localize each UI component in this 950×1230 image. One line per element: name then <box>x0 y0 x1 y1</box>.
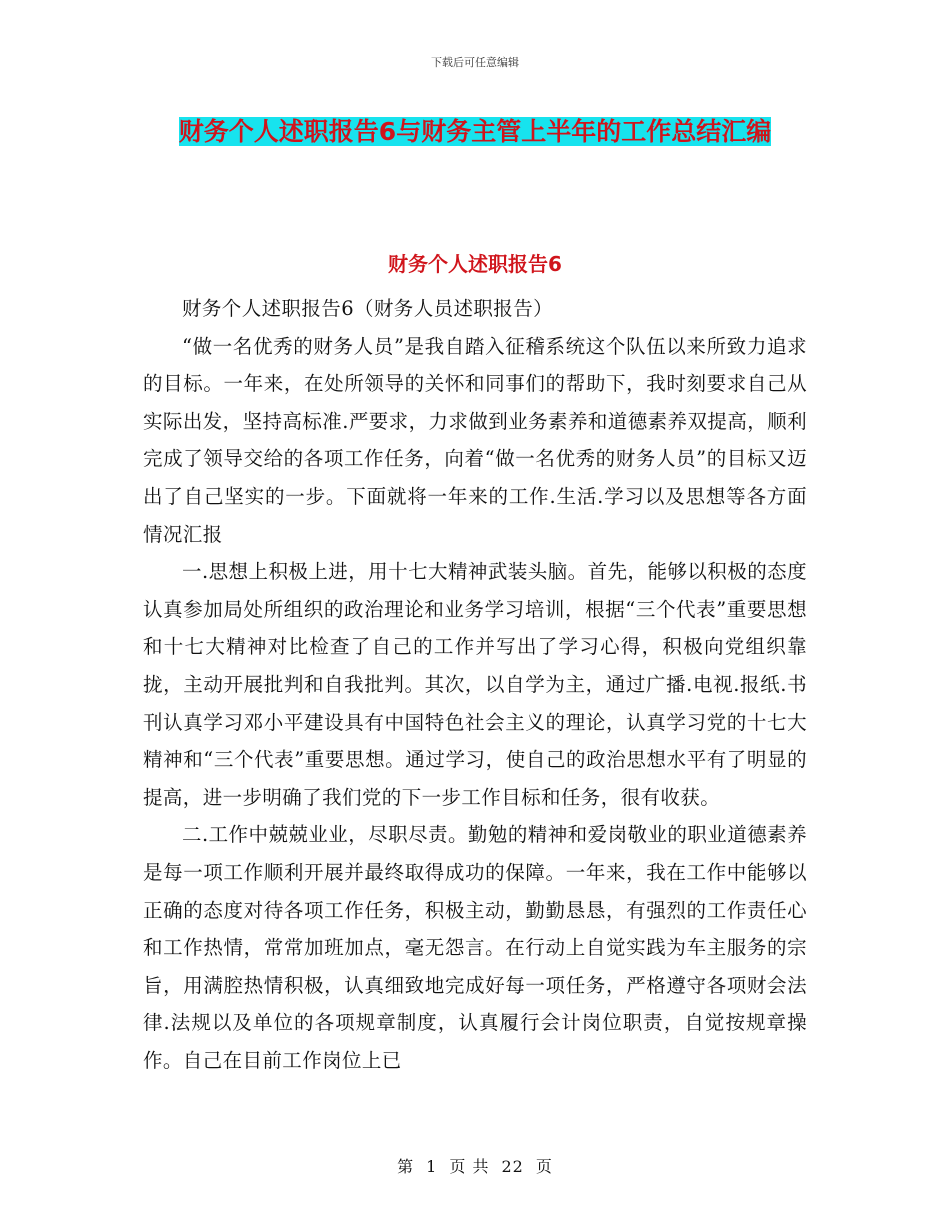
footer-suffix: 页 <box>535 1157 553 1176</box>
section-title: 财务个人述职报告6 <box>388 252 562 276</box>
footer-prefix: 第 <box>397 1157 415 1176</box>
paragraph-section-two: 二.工作中兢兢业业，尽职尽责。勤勉的精神和爱岗敬业的职业道德素养是每一项工作顺利开展并最终取得成功的保障。一年来，我在工作中能够以正确的态度对待各项工作任务，积极主动，勤勤恳恳，有强烈的工作责任心和工作热情，常常加班加点，毫无怨言。在行动上自觉实践为车主服务的宗旨，用满腔热情积极，认真细致地完成好每一项任务，严格遵守各项财会法律.法规以及单位的各项规章制度，认真履行会计岗位职责，自觉按规章操作。自己在目前工作岗位上已 <box>143 823 807 1072</box>
paragraph-intro: “做一名优秀的财务人员”是我自踏入征稽系统这个队伍以来所致力追求的目标。一年来，在处所领导的关怀和同事们的帮助下，我时刻要求自己从实际出发，坚持高标准.严要求，力求做到业务素养和道德素养双提高，顺利完成了领导交给的各项工作任务，向着“做一名优秀的财务人员”的目标又迈出了自己坚实的一步。下面就将一年来的工作.生活.学习以及思想等各方面情况汇报 <box>143 334 807 546</box>
document-body <box>143 290 807 1079</box>
document-title <box>140 110 810 153</box>
footer-total-pages: 22 <box>501 1157 524 1176</box>
header-note: 下载后可任意编辑 <box>431 56 519 69</box>
paragraph-subtitle: 财务个人述职报告6（财务人员述职报告） <box>182 297 554 320</box>
footer-current-page: 1 <box>426 1157 438 1176</box>
footer-middle: 页 共 <box>449 1157 490 1176</box>
paragraph-section-one: 一.思想上积极上进，用十七大精神武装头脑。首先，能够以积极的态度认真参加局处所组织的政治理论和业务学习培训，根据“三个代表”重要思想和十七大精神对比检查了自己的工作并写出了学习心得，积极向党组织靠拢，主动开展批判和自我批判。其次，以自学为主，通过广播.电视.报纸.书刊认真学习邓小平建设具有中国特色社会主义的理论，认真学习党的十七大精神和“三个代表”重要思想。通过学习，使自己的政治思想水平有了明显的提高，进一步明确了我们党的下一步工作目标和任务，很有收获。 <box>143 560 807 809</box>
page-footer <box>0 1154 950 1177</box>
document-title-text: 财务个人述职报告6与财务主管上半年的工作总结汇编 <box>178 117 772 146</box>
